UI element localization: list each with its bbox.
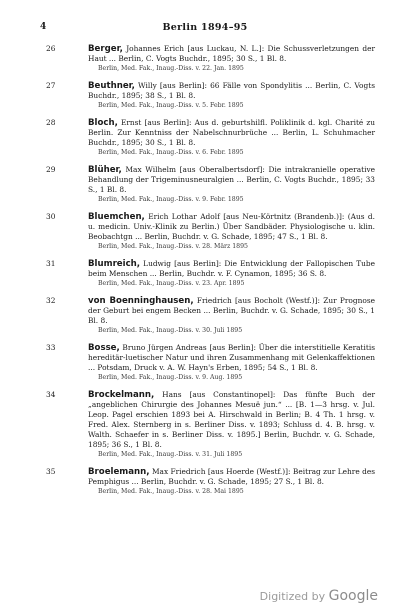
- entry-number: 29: [46, 165, 56, 174]
- entry-number: 32: [46, 296, 56, 305]
- entry-author: Bluemchen,: [88, 212, 145, 222]
- entry-text: [88, 81, 375, 101]
- entry-number: 28: [46, 118, 56, 127]
- entry-number: 35: [46, 467, 56, 476]
- bibliography-entry: [30, 467, 375, 496]
- page-number: 4: [40, 22, 47, 32]
- bibliography-entry: [30, 81, 375, 110]
- entry-description: Johannes Erich [aus Luckau, N. L.]: Die Schussverletzungen der Haut ... Berlin, C. Vogts Buchdr., 1895; 30 S., 1 Bl. 8.: [88, 44, 375, 63]
- entry-description: Max Wilhelm [aus Oberalbertsdorf]: Die intrakranielle operative Behandlung der Trigeminusneuralgien ... Berlin, C. Vogts Buchdr., 1895; 33 S., 1 Bl. 8.: [88, 165, 375, 194]
- entry-note: Berlin, Med. Fak., Inaug.-Diss. v. 23. Apr. 1895: [98, 280, 245, 287]
- entry-author: Beuthner,: [88, 81, 135, 91]
- entry-note: Berlin, Med. Fak., Inaug.-Diss. v. 28. Mai 1895: [98, 488, 244, 495]
- entry-text: [88, 44, 375, 64]
- entry-author: von Boenninghausen,: [88, 296, 194, 306]
- entry-text: [88, 212, 375, 242]
- entry-text: [88, 165, 375, 195]
- bibliography-entry: [30, 118, 375, 157]
- bibliography-entry: [30, 296, 375, 335]
- bibliography-entry: [30, 212, 375, 251]
- bibliography-entry: [30, 343, 375, 382]
- entry-note: Berlin, Med. Fak., Inaug.-Diss. v. 6. Febr. 1895: [98, 149, 244, 156]
- bibliography-list: [30, 44, 375, 504]
- entry-author: Broelemann,: [88, 467, 150, 477]
- entry-text: [88, 118, 375, 148]
- entry-number: 34: [46, 390, 56, 399]
- entry-number: 31: [46, 259, 56, 268]
- entry-text: [88, 390, 375, 450]
- google-logo: Google: [328, 588, 378, 604]
- entry-number: 30: [46, 212, 56, 221]
- entry-description: Erich Lothar Adolf [aus Neu-Körtnitz (Brandenb.)]: (Aus d. u. medicin. Univ.-Klinik zu Berlin.) Über Sandbäder. Physiologische u. klin. Beobachtgn ... Berlin, Buchdr. v. G. Schade, 1895; 47 S., 1 Bl. 8.: [88, 212, 375, 241]
- entry-note: Berlin, Med. Fak., Inaug.-Diss. v. 9. Aug. 1895: [98, 374, 243, 381]
- entry-note: Berlin, Med. Fak., Inaug.-Diss. v. 28. März 1895: [98, 243, 248, 250]
- entry-number: 26: [46, 44, 56, 53]
- entry-text: [88, 296, 375, 326]
- entry-note: Berlin, Med. Fak., Inaug.-Diss. v. 9. Febr. 1895: [98, 196, 244, 203]
- entry-text: [88, 343, 375, 373]
- page-header: [40, 22, 370, 36]
- entry-author: Bloch,: [88, 118, 118, 128]
- entry-note: Berlin, Med. Fak., Inaug.-Diss. v. 31. Juli 1895: [98, 451, 243, 458]
- entry-description: Ludwig [aus Berlin]: Die Entwicklung der Fallopischen Tube beim Menschen ... Berlin, Buchdr. v. F. Cynamon, 1895; 36 S. 8.: [88, 259, 375, 278]
- entry-note: Berlin, Med. Fak., Inaug.-Diss. v. 22. Jan. 1895: [98, 65, 244, 72]
- entry-text: [88, 259, 375, 279]
- entry-description: Hans [aus Constantinopel]: Das fünfte Buch der „angeblichen Chirurgie des Johannes Mesuë jun.“ ... [B. 1—3 hrsg. v. Jul. Leop. Pagel erschien 1893 bei A. Hirschwald in Berlin; B. 4 Th. 1 hrsg. v. Fred. Alex. Sternberg in s. Berliner Diss. v. 1893; Schluss d. 4. B. hrsg. v. Walth. Schaefer in s. Berliner Diss. v. 1895.] Berlin, Buchdr. v. G. Schade, 1895; 36 S., 1 Bl. 8.: [88, 390, 375, 449]
- entry-description: Max Friedrich [aus Hoerde (Westf.)]: Beitrag zur Lehre des Pemphigus ... Berlin, Buchdr. v. G. Schade, 1895; 27 S., 1 Bl. 8.: [88, 467, 375, 486]
- watermark-prefix: Digitized by: [259, 590, 326, 603]
- entry-author: Blumreich,: [88, 259, 141, 269]
- bibliography-entry: [30, 390, 375, 459]
- watermark: [260, 588, 378, 604]
- entry-author: Blüher,: [88, 165, 122, 175]
- entry-description: Bruno Jürgen Andreas [aus Berlin]: Über die interstitielle Keratitis hereditär-luetischer Natur und ihren Zusammenhang mit Gelenkaffektionen ... Potsdam, Druck v. A. W. Hayn's Erben, 1895; 54 S., 1 Bl. 8.: [88, 343, 375, 372]
- bibliography-entry: [30, 259, 375, 288]
- bibliography-entry: [30, 165, 375, 204]
- entry-author: Berger,: [88, 44, 123, 54]
- entry-description: Friedrich [aus Bocholt (Westf.)]: Zur Prognose der Geburt bei engem Becken ... Berlin, Buchdr. v. G. Schade, 1895; 30 S., 1 Bl. 8.: [88, 296, 375, 325]
- entry-text: [88, 467, 375, 487]
- entry-description: Willy [aus Berlin]: 66 Fälle von Spondylitis ... Berlin, C. Vogts Buchdr., 1895; 38 S., 1 Bl. 8.: [88, 81, 375, 100]
- entry-number: 33: [46, 343, 56, 352]
- entry-author: Bosse,: [88, 343, 120, 353]
- running-title: Berlin 1894–95: [162, 22, 248, 33]
- bibliography-entry: [30, 44, 375, 73]
- entry-number: 27: [46, 81, 56, 90]
- entry-note: Berlin, Med. Fak., Inaug.-Diss. v. 30. Juli 1895: [98, 327, 243, 334]
- entry-note: Berlin, Med. Fak., Inaug.-Diss. v. 5. Febr. 1895: [98, 102, 244, 109]
- entry-description: Ernst [aus Berlin]: Aus d. geburtshilfl. Poliklinik d. kgl. Charité zu Berlin. Zur Kenntniss der Nabelschnurbrüche ... Berlin, L. Schuhmacher Buchdr., 1895; 30 S., 1 Bl. 8.: [88, 118, 375, 147]
- entry-author: Brockelmann,: [88, 390, 155, 400]
